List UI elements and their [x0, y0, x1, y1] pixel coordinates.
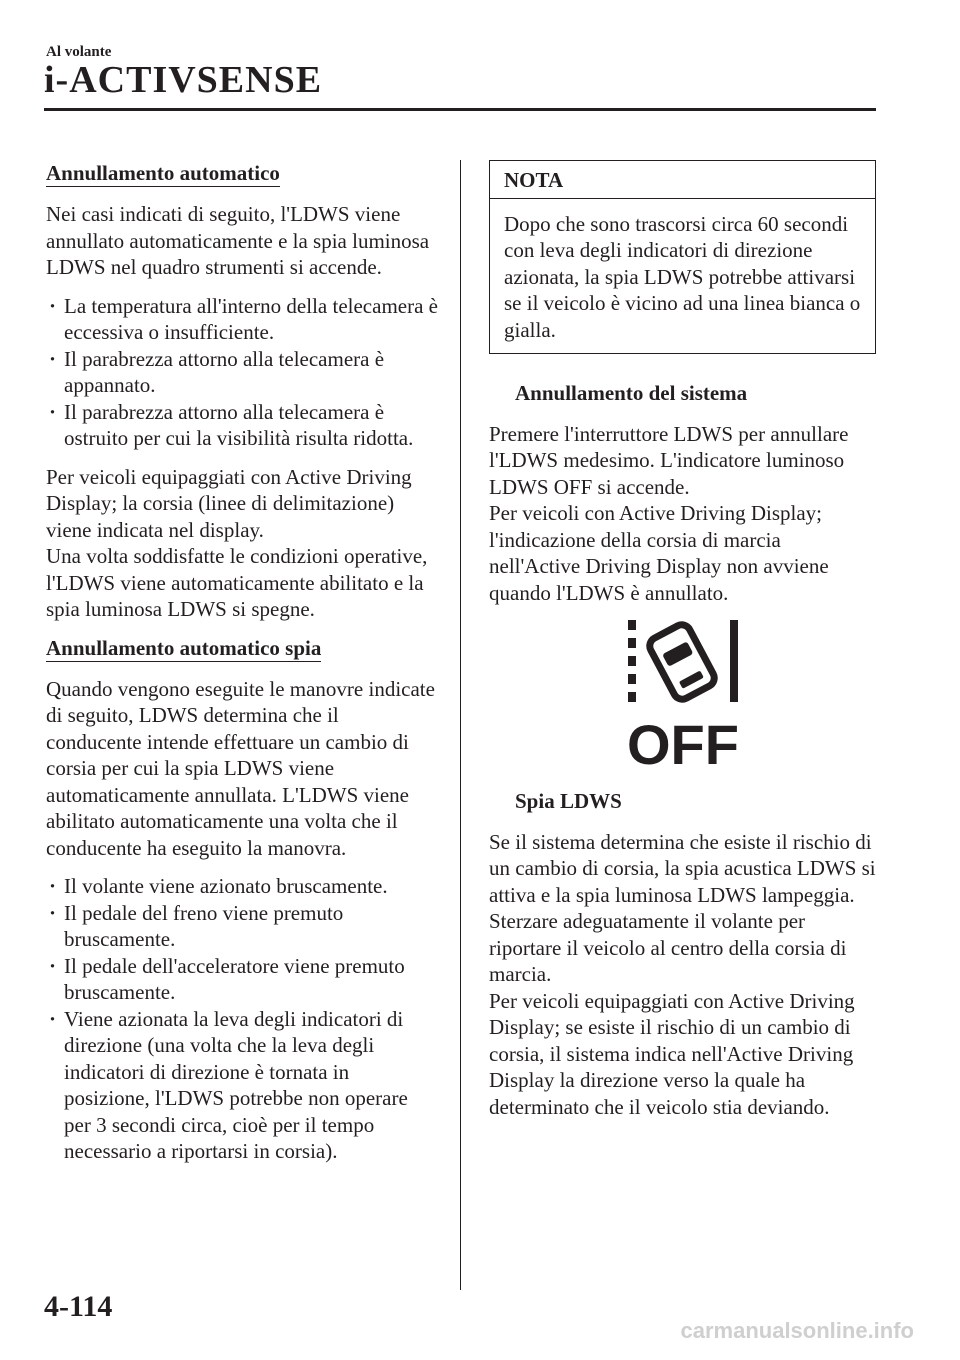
list-item: · Il pedale dell'acceleratore viene premuto bruscamente. [46, 953, 438, 1006]
list-item: · Il parabrezza attorno alla telecamera è ostruito per cui la visibilità risulta ridotta. [46, 399, 438, 452]
ldws-off-icon-text: OFF [626, 713, 739, 768]
auto-cancel-list [46, 293, 438, 452]
ldws-off-icon [618, 618, 748, 768]
auto-cancel-warning-list [46, 873, 438, 1165]
list-item: · Il parabrezza attorno alla telecamera è appannato. [46, 346, 438, 399]
note-box [489, 160, 876, 354]
list-item: · Il pedale del freno viene premuto bruscamente. [46, 900, 438, 953]
left-column [46, 160, 438, 1177]
list-item: · La temperatura all'interno della telecamera è eccessiva o insufficiente. [46, 293, 438, 346]
watermark: carmanualsonline.info [680, 1318, 914, 1343]
right-column [489, 160, 876, 1132]
column-divider [460, 160, 461, 1290]
chapter-title: i-ACTIVSENSE [44, 59, 323, 101]
auto-cancel-warning-heading: Annullamento automatico spia [46, 635, 322, 660]
auto-cancel-para: Una volta soddisfatte le condizioni operative, l'LDWS viene automaticamente abilitato e la spia luminosa LDWS si spegne. [46, 544, 428, 621]
warning-heading: Spia LDWS [515, 789, 622, 813]
ldws-off-icon-wrapper [489, 618, 876, 768]
auto-cancel-para: Per veicoli equipaggiati con Active Driving Display; la corsia (linee di delimitazione) viene indicata nel display. [46, 464, 412, 542]
auto-cancel-heading: Annullamento automatico [46, 161, 280, 185]
system-cancel-heading: Annullamento del sistema [515, 381, 748, 405]
warning-para: Se il sistema determina che esiste il rischio di un cambio di corsia, la spia acustica LDWS si attiva e la spia luminosa LDWS lampeggia. Sterzare adeguatamente il volante per riportare il veicolo al centro della corsia di marcia. [489, 829, 876, 986]
list-item: · Il volante viene azionato bruscamente. [46, 873, 438, 900]
auto-cancel-intro: Nei casi indicati di seguito, l'LDWS viene annullato automaticamente e la spia luminosa LDWS nel quadro strumenti si accende. [46, 202, 430, 279]
system-cancel-para: Premere l'interruttore LDWS per annullare l'LDWS medesimo. L'indicatore luminoso LDWS OFF si accende. [489, 421, 849, 499]
warning-para: Per veicoli equipaggiati con Active Driving Display; se esiste il rischio di un cambio di corsia, il sistema indica nell'Active Driving Display la direzione verso la quale ha determinato che il veicolo stia deviando. [489, 988, 855, 1119]
section-label: Al volante [46, 44, 112, 60]
note-text: Dopo che sono trascorsi circa 60 secondi con leva degli indicatori di direzione azionata, la spia LDWS potrebbe attivarsi se il veicolo è vicino ad una linea bianca o gialla. [504, 211, 861, 342]
list-item: · Viene azionata la leva degli indicatori di direzione (una volta che la leva degli indicatori di direzione è tornata in posizione, l'LDWS potrebbe non operare per 3 secondi circa, cioè per il tempo necessario a riportarsi in corsia). [46, 1006, 438, 1165]
header-rule [44, 108, 876, 111]
page-number: 4-114 [44, 1290, 113, 1323]
auto-cancel-warning-intro: Quando vengono eseguite le manovre indicate di seguito, LDWS determina che il conducente intende effettuare un cambio di corsia per cui la spia LDWS viene automaticamente annullata. L'LDWS viene abilitato automaticamente una volta che il conducente ha eseguito la manovra. [46, 676, 435, 860]
note-label: NOTA [490, 161, 875, 199]
system-cancel-para: Per veicoli con Active Driving Display; l'indicazione della corsia di marcia nell'Active Driving Display non avviene quando l'LDWS è annullato. [489, 501, 829, 605]
